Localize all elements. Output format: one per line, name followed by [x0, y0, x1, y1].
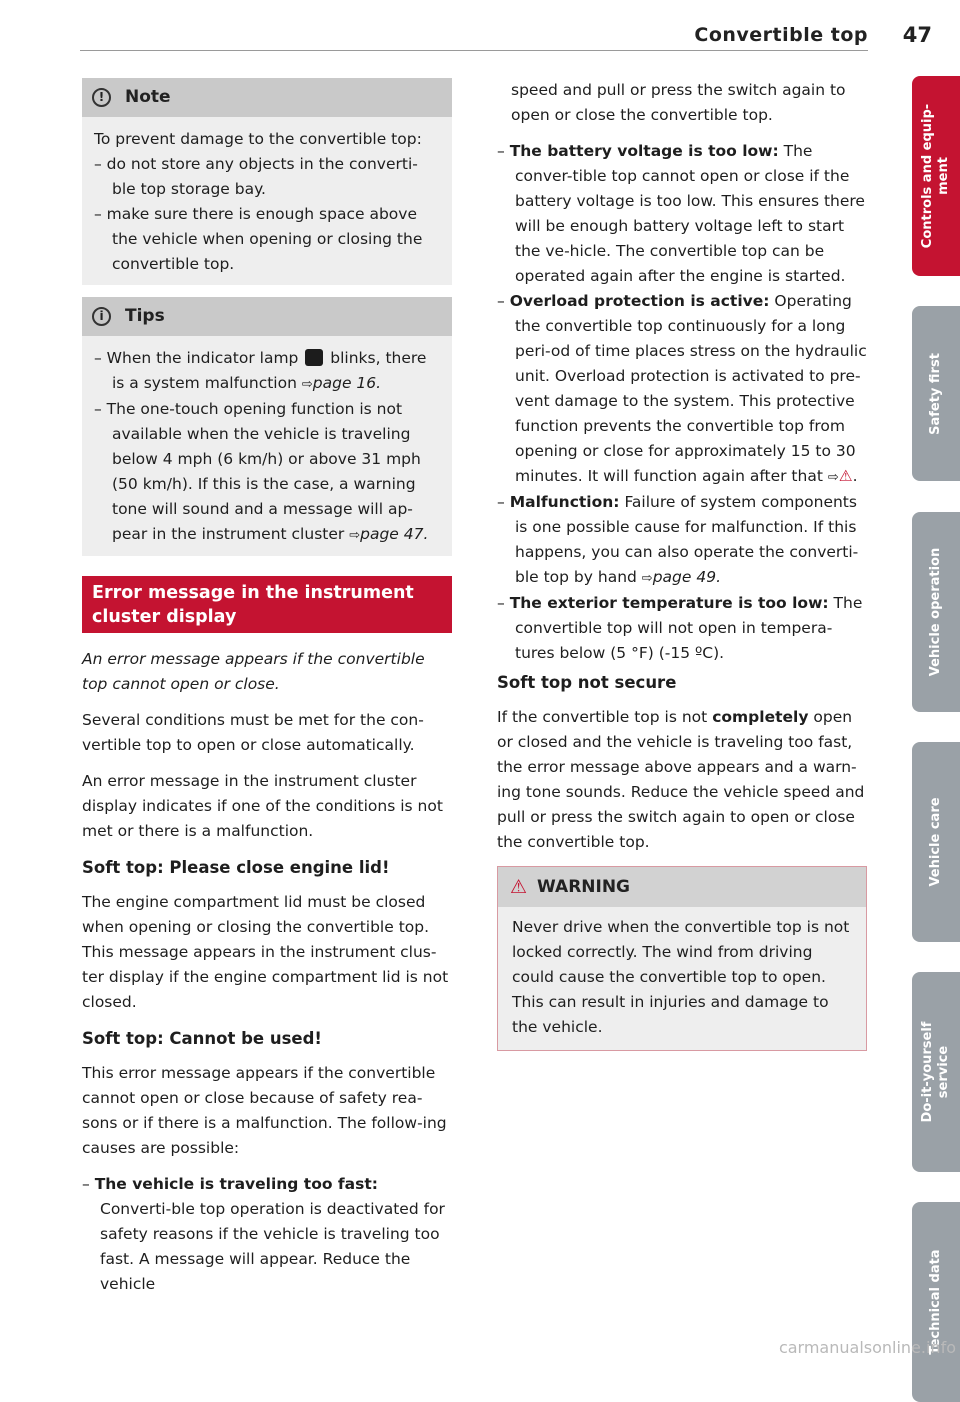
cause-item: – The vehicle is traveling too fast: Converti-ble top operation is deactivated for safety reasons if the vehicle is traveling too fast. A message will appear. Reduce the vehicle	[82, 1175, 445, 1293]
convertible-top-warning-lamp-icon	[305, 349, 323, 366]
warning-triangle-icon[interactable]: ⚠	[838, 467, 853, 485]
tab-controls-and-equipment[interactable]	[912, 76, 960, 276]
header-rule	[80, 50, 868, 51]
subheading: Soft top: Cannot be used!	[82, 1029, 322, 1048]
running-header: Convertible top	[694, 24, 868, 46]
cause-item: – Overload protection is active: Operating the convertible top continuously for a long peri-od of time places stress on the hydraulic unit. Overload protection is activated to pre-vent damage to the system. This protective function prevents the convertible top from opening or close for approximately 15 to 30 minutes. It will function again after that ⇨⚠.	[497, 292, 867, 485]
arrow-right-icon: ⇨	[641, 571, 653, 586]
page-reference-link[interactable]: page 16.	[312, 374, 382, 392]
emphasis: completely	[712, 708, 809, 726]
tab-vehicle-operation[interactable]	[912, 512, 960, 712]
tab-vehicle-care[interactable]	[912, 742, 960, 942]
note-item: – do not store any objects in the converti-ble top storage bay.	[94, 155, 418, 198]
cause-label: The vehicle is traveling too fast:	[94, 1175, 378, 1193]
cause-text: The convertible top will not open in tempera-tures below (5 °F) (-15 ºC).	[515, 594, 863, 662]
page-reference-link[interactable]: page 47.	[360, 525, 429, 543]
cause-label: Overload protection is active:	[509, 292, 770, 310]
paragraph: The engine compartment lid must be closed when opening or closing the convertible top. This message appears in the instrument clus-ter display if the engine compartment lid is not closed.	[82, 893, 449, 1011]
paragraph: This error message appears if the convertible cannot open or close because of safety rea-sons or if there is a malfunction. The follow-ing causes are possible:	[82, 1064, 447, 1157]
paragraph: An error message in the instrument cluster display indicates if one of the conditions is not met or there is a malfunction.	[82, 772, 443, 840]
tab-label: Safety first	[928, 352, 943, 435]
cause-text: Operating the convertible top continuously for a long peri-od of time places stress on the hydraulic unit. Overload protection is activated to pre-vent damage to the system. This protective function prevents the convertible top from opening or close for approximately 15 to 30 minutes. It will function again after that	[515, 292, 867, 485]
warning-triangle-icon: ⚠	[510, 875, 528, 898]
section-title: Error message in the instrument cluster display	[82, 576, 452, 633]
note-header	[82, 78, 452, 117]
subheading: Soft top: Please close engine lid!	[82, 858, 390, 877]
paragraph-text: open or closed and the vehicle is traveling too fast, the error message above appears and a warn-ing tone sounds. Reduce the vehicle speed and pull or press the switch again to open or close the convertible top.	[497, 708, 865, 851]
exclamation-icon: !	[92, 88, 111, 107]
paragraph	[497, 705, 867, 855]
paragraph-text: If the convertible top is not	[497, 708, 708, 726]
tips-item	[94, 397, 440, 548]
note-intro: To prevent damage to the convertible top:	[94, 130, 422, 148]
tab-safety-first[interactable]	[912, 306, 960, 481]
section-intro: An error message appears if the convertible top cannot open or close.	[82, 650, 425, 693]
tab-label: Vehicle operation	[928, 547, 943, 677]
note-box	[82, 78, 452, 285]
cause-label: Malfunction:	[509, 493, 620, 511]
tips-header	[82, 297, 452, 336]
tips-box	[82, 297, 452, 556]
warning-heading: WARNING	[537, 876, 631, 897]
tab-label: Vehicle care	[928, 797, 943, 887]
info-icon: i	[92, 307, 111, 326]
warning-body: Never drive when the convertible top is not locked correctly. The wind from driving could cause the convertible top to open. This can result in injuries and damage to the vehicle.	[498, 907, 866, 1050]
page-number: 47	[902, 23, 932, 47]
arrow-right-icon: ⇨	[827, 470, 839, 485]
subheading: Soft top not secure	[497, 673, 677, 692]
tab-label: Do-it-yourself service	[920, 1021, 951, 1123]
tab-do-it-yourself-service[interactable]	[912, 972, 960, 1172]
cause-label: The exterior temperature is too low:	[509, 594, 829, 612]
tips-text: – The one-touch opening function is not available when the vehicle is traveling below 4 mph (6 km/h) or above 31 mph (50 km/h). If this is the case, a warning tone will sound and a message will ap-pear in the instrument cluster	[94, 400, 421, 543]
note-body	[82, 117, 452, 285]
warning-box	[497, 866, 867, 1051]
tab-label: Controls and equip- ment	[920, 103, 951, 249]
cause-label: The battery voltage is too low:	[509, 142, 779, 160]
cause-text: Converti-ble top operation is deactivated for safety reasons if the vehicle is traveling too fast. A message will appear. Reduce the vehicle	[100, 1200, 445, 1293]
cause-item: – The exterior temperature is too low: The convertible top will not open in tempera-tures below (5 °F) (-15 ºC).	[497, 594, 863, 662]
tab-label: Technical data	[928, 1249, 943, 1355]
note-heading: Note	[125, 87, 171, 107]
tab-technical-data[interactable]	[912, 1202, 960, 1402]
tips-heading: Tips	[125, 306, 165, 326]
cause-continuation: speed and pull or press the switch again to open or close the convertible top.	[511, 81, 846, 124]
left-column	[82, 78, 452, 1297]
page-reference-link[interactable]: page 49.	[652, 568, 721, 586]
tips-body	[82, 336, 452, 556]
paragraph: Several conditions must be met for the con-vertible top to open or close automatically.	[82, 711, 424, 754]
cause-item: – Malfunction: Failure of system components is one possible cause for malfunction. If this happens, you can also operate the converti-ble top by hand ⇨page 49.	[497, 493, 859, 586]
cause-item: – The battery voltage is too low: The conver-tible top cannot open or close if the battery voltage is too low. This ensures there will be enough battery voltage left to start the ve-hicle. The convertible top can be operated again after the engine is started.	[497, 142, 865, 285]
cause-text: Failure of system components is one possible cause for malfunction. If this happens, you can also operate the converti-ble top by hand	[515, 493, 859, 586]
watermark: carmanualsonline.info	[778, 1338, 956, 1357]
tips-text: blinks, there is a system malfunction	[112, 349, 427, 392]
warning-header	[498, 867, 866, 907]
arrow-right-icon: ⇨	[349, 528, 361, 543]
tips-text: – When the indicator lamp	[94, 349, 299, 367]
tips-item	[94, 346, 440, 397]
cause-text: The conver-tible top cannot open or close if the battery voltage is too low. This ensures there will be enough battery voltage left to start the ve-hicle. The convertible top can be operated again after the engine is started.	[515, 142, 865, 285]
right-column	[497, 78, 867, 1051]
note-item: – make sure there is enough space above the vehicle when opening or closing the convertible top.	[94, 205, 423, 273]
arrow-right-icon: ⇨	[301, 377, 313, 392]
